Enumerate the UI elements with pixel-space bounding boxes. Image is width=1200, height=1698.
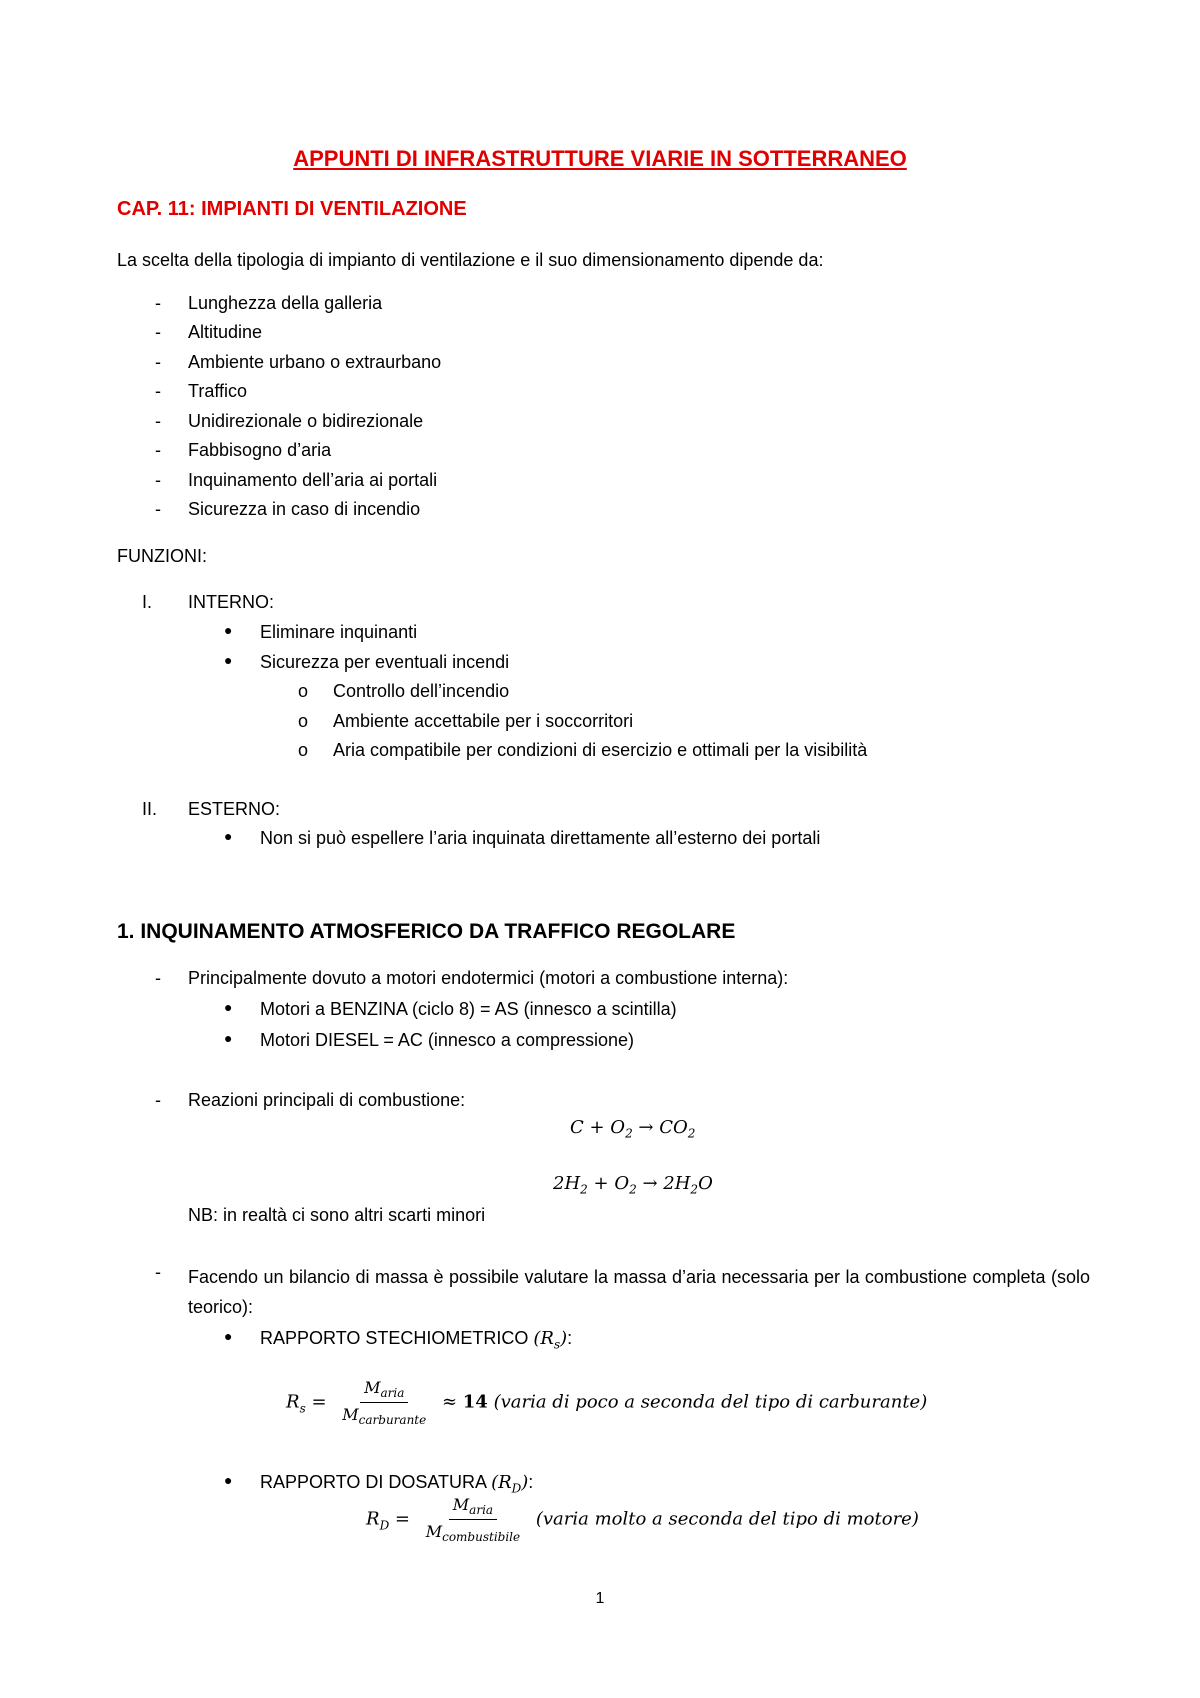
bullet-icon: ● [224,828,233,844]
equation-hydrogen: $2H_2 + O_2 \to 2H_2O$ [553,1173,713,1197]
funzioni-label: FUNZIONI: [117,546,207,566]
equation-carbon: $C + O_2 \to CO_2$ [570,1117,696,1141]
page-number: 1 [595,1590,605,1607]
circle-bullet-icon: o [298,740,309,760]
equation-stoichiometric-ratio: $R_s$ = $\frac{M_{aria}}{M_{carburante}}$ ≈ 14 (varia di poco a seconda del tipo di carburante) [286,1378,928,1428]
bullet-icon: ● [224,622,233,638]
circle-bullet-icon: o [298,711,309,731]
bullet-icon: ● [224,1472,233,1488]
circle-bullet-icon: o [298,681,309,701]
document-page: APPUNTI DI INFRASTRUTTURE VIARIE IN SOTTERRANEO CAP. 11: IMPIANTI DI VENTILAZIONE La scelta della tipologia di impianto di ventilazione e il suo dimensionamento dipende da: - Lunghezza della galleria - Altitudine - Ambiente urbano o extraurbano - Traffico - Unidirezionale o bidirezionale - Fabbisogno d’aria - Inquinamento dell’aria ai portali - Sicurezza in caso di incendio FUNZIONI: I. INTERNO: ● Eliminare inquinanti ● Sicurezza per eventuali incendi o Controllo dell’incendio o Ambiente accettabile per i soccorritori o Aria compatibile per condizioni di esercizio e ottimali per la visibilità II. ESTERNO: ● Non si può espellere l’aria inquinata direttamente all’esterno dei portali 1. INQUINAMENTO ATMOSFERICO DA TRAFFICO REGOLARE - Principalmente dovuto a motori endotermici (motori a combustione interna): ● Motori a BENZINA (ciclo 8) = AS (innesco a scintilla) ● Motori DIESEL = AC (innesco a compressione) - Reazioni principali di combustione: $C + O_2 \to CO_2$ $2H_2 + O_2 \to 2H_2O$ NB: in realtà ci sono altri scarti minori - Facendo un bilancio di massa è possibile valutare la massa d’aria necessaria per la combustione completa (solo teorico): ● RAPPORTO STECHIOMETRICO $(R_s)$: $R_s$ = $\frac{M_{aria}}{M_{carburante}}$ ≈ 14 (varia di poco a seconda del tipo di carburante) ● RAPPORTO DI DOSATURA $(R_D)$: $R_D$ = $\frac{M_{aria}}{M_{combustibile}}$ (varia molto a seconda del tipo di motore) 1 [0,0,1200,1698]
intro-paragraph: La scelta della tipologia di impianto di ventilazione e il suo dimensionamento dipende da: [117,250,824,270]
document-title: APPUNTI DI INFRASTRUTTURE VIARIE IN SOTTERRANEO [293,146,907,171]
bullet-icon: ● [224,999,233,1015]
bullet-icon: ● [224,1328,233,1344]
chapter-heading: CAP. 11: IMPIANTI DI VENTILAZIONE [117,198,467,220]
mass-balance-paragraph: Facendo un bilancio di massa è possibile valutare la massa d’aria necessaria per la combustione completa (solo teorico): [188,1267,1090,1317]
bullet-icon: ● [224,652,233,668]
equation-dosing-ratio: $R_D$ = $\frac{M_{aria}}{M_{combustibile}}$ (varia molto a seconda del tipo di motore) [366,1495,919,1545]
note-text: NB: in realtà ci sono altri scarti minori [188,1205,486,1225]
bullet-icon: ● [224,1030,233,1046]
section-heading: 1. INQUINAMENTO ATMOSFERICO DA TRAFFICO REGOLARE [117,920,736,943]
